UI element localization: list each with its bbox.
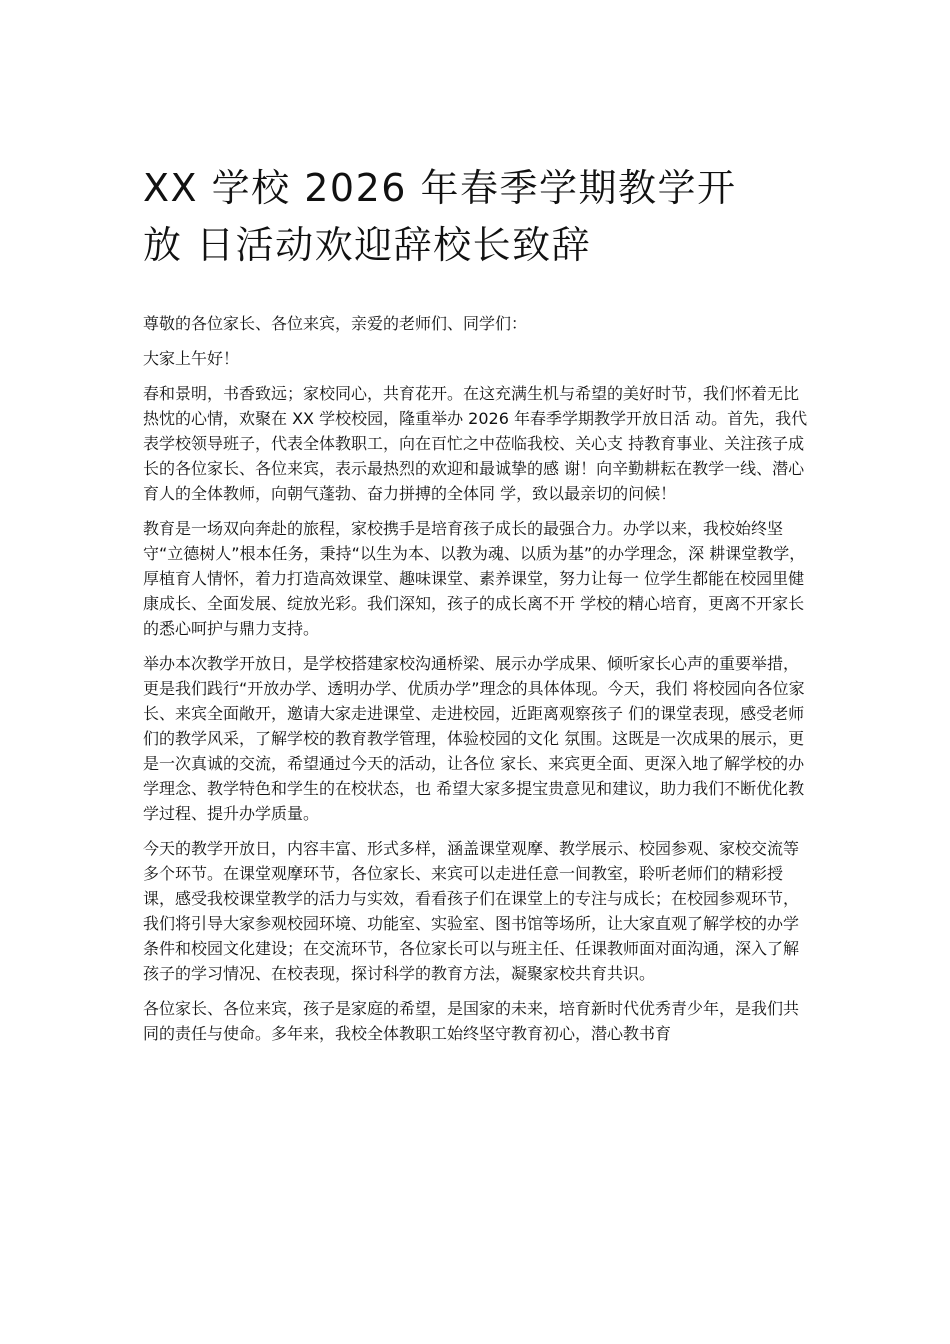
document-title xyxy=(143,160,823,274)
body-paragraph: 春和景明，书香致远；家校同心，共育花开。在这充满生机与希望的美好时节，我们怀着无比热忱的心情，欢聚在 XX 学校校园，隆重举办 2026 年春季学期教学开放日活 动。首先，我代表学校领导班子，代表全体教职工，向在百忙之中莅临我校、关心支 持教育事业、关注孩子成长的各位家长、各位来宾，表示最热烈的欢迎和最诚挚的感 谢！向辛勤耕耘在教学一线、潜心育人的全体教师，向朝气蓬勃、奋力拼搏的全体同 学，致以最亲切的问候！ xyxy=(143,384,808,503)
body-paragraph: 教育是一场双向奔赴的旅程，家校携手是培育孩子成长的最强合力。办学以来，我校始终坚守“立德树人”根本任务，秉持“以生为本、以教为魂、以质为基”的办学理念，深 耕课堂教学，厚植育人情怀，着力打造高效课堂、趣味课堂、素养课堂，努力让每一 位学生都能在校园里健康成长、全面发展、绽放光彩。我们深知，孩子的成长离不开 学校的精心培育，更离不开家长的悉心呵护与鼎力支持。 xyxy=(143,519,806,638)
body-paragraph: 举办本次教学开放日，是学校搭建家校沟通桥梁、展示办学成果、倾听家长心声的重要举措，更是我们践行“开放办学、透明办学、优质办学”理念的具体体现。今天，我们 将校园向各位家长、来宾全面敞开，邀请大家走进课堂、走进校园，近距离观察孩子 们的课堂表现，感受老师们的教学风采，了解学校的教育教学管理，体验校园的文化 氛围。这既是一次成果的展示，更是一次真诚的交流，希望通过今天的活动，让各位 家长、来宾更全面、更深入地了解学校的办学理念、教学特色和学生的在校状态，也 希望大家多提宝贵意见和建议，助力我们不断优化教学过程、提升办学质量。 xyxy=(143,654,805,823)
body-paragraph: 今天的教学开放日，内容丰富、形式多样，涵盖课堂观摩、教学展示、校园参观、家校交流等多个环节。在课堂观摩环节，各位家长、来宾可以走进任意一间教室，聆听老师们的精彩授课，感受我校课堂教学的活力与实效，看看孩子们在课堂上的专注与成长；在校园参观环节，我们将引导大家参观校园环境、功能室、实验室、图书馆等场所，让大家直观了解学校的办学条件和校园文化建设；在交流环节，各位家长可以与班主任、任课教师面对面沟通，深入了解孩子的学习情况、在校表现，探讨科学的教育方法，凝聚家校共育共识。 xyxy=(143,839,800,983)
document-body xyxy=(143,311,808,1056)
title-line-2: 放 日活动欢迎辞校长致辞 xyxy=(143,223,592,267)
body-paragraph: 各位家长、各位来宾，孩子是家庭的希望，是国家的未来，培育新时代优秀青少年，是我们共同的责任与使命。多年来，我校全体教职工始终坚守教育初心，潜心教书育 xyxy=(143,999,800,1043)
greeting: 大家上午好！ xyxy=(143,349,240,368)
salutation: 尊敬的各位家长、各位来宾，亲爱的老师们、同学们： xyxy=(143,314,528,333)
title-line-1: XX 学校 2026 年春季学期教学开 xyxy=(143,166,737,210)
